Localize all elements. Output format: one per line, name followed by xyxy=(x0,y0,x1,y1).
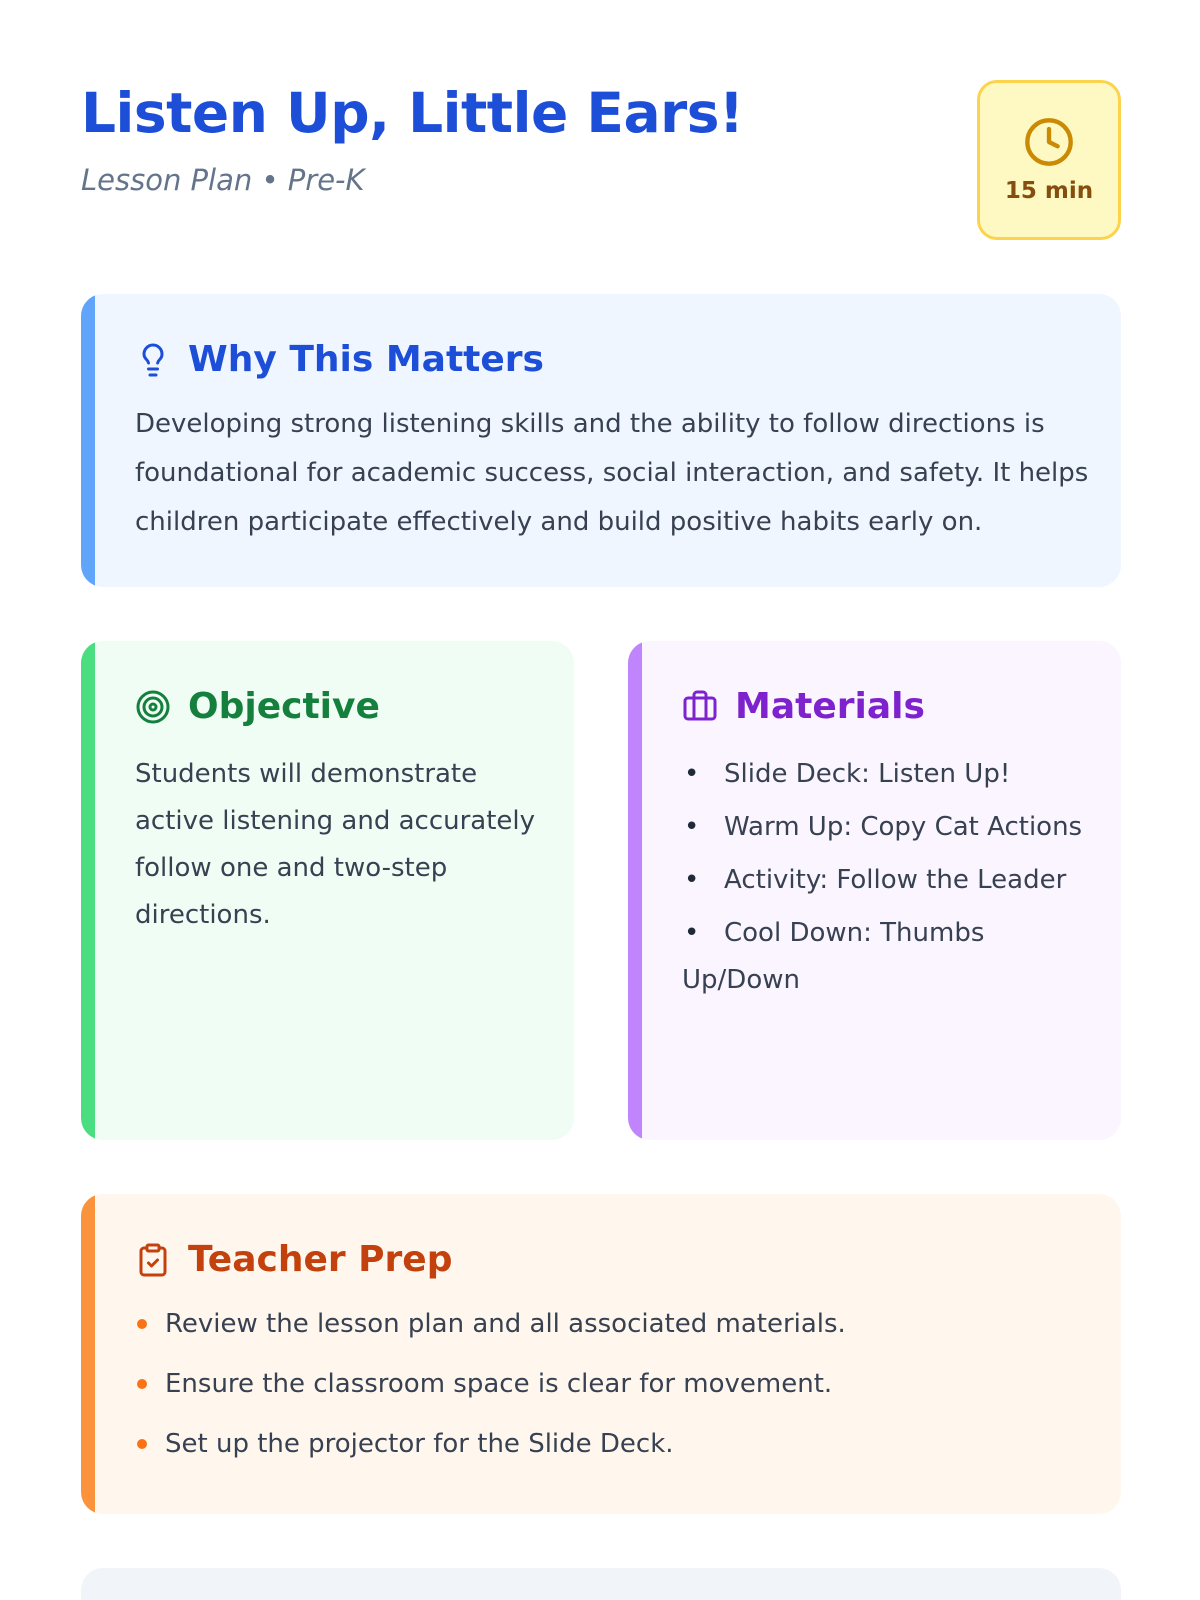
list-item xyxy=(682,857,1092,904)
lesson-title: Listen Up, Little Ears! xyxy=(81,81,744,145)
bullet: • xyxy=(684,865,700,895)
list-item xyxy=(682,804,1092,851)
list-item xyxy=(135,1304,1095,1344)
lightbulb-icon xyxy=(135,342,171,378)
next-section-card xyxy=(81,1568,1121,1600)
bullet xyxy=(137,1379,147,1389)
teacher-prep-card xyxy=(81,1194,1121,1514)
lesson-subtitle: Lesson Plan • Pre-K xyxy=(81,163,365,197)
material-item-text: Warm Up: Copy Cat Actions xyxy=(724,812,1083,842)
material-item-text: Slide Deck: Listen Up! xyxy=(724,759,1011,789)
card-heading xyxy=(135,685,380,729)
bullet: • xyxy=(684,918,700,948)
objective-body-text: Students will demonstrate active listening and accurately follow one and two-step directions. xyxy=(135,759,536,930)
card-accent-bar xyxy=(81,641,95,1140)
prep-item-text: Ensure the classroom space is clear for movement. xyxy=(165,1369,833,1399)
clipboard-check-icon xyxy=(135,1242,171,1278)
card-title: Teacher Prep xyxy=(188,1239,453,1280)
why-body-text: Developing strong listening skills and the ability to follow directions is foundational for academic success, social interaction, and safety. It helps children participate effectively and build positive habits early on. xyxy=(135,409,1089,537)
card-heading xyxy=(135,1238,452,1282)
objective-card xyxy=(81,641,574,1140)
duration-badge xyxy=(977,80,1121,240)
list-item xyxy=(135,1424,1095,1464)
card-title: Materials xyxy=(735,686,925,727)
materials-list xyxy=(682,751,1092,1010)
why-this-matters-card xyxy=(81,294,1121,587)
material-item-text: Activity: Follow the Leader xyxy=(724,865,1067,895)
briefcase-icon xyxy=(682,689,718,725)
card-title: Why This Matters xyxy=(188,339,544,380)
target-icon xyxy=(135,689,171,725)
card-heading xyxy=(682,685,925,729)
lesson-header xyxy=(81,80,1121,240)
bullet xyxy=(137,1319,147,1329)
teacher-prep-list xyxy=(135,1304,1095,1484)
card-accent-bar xyxy=(81,294,95,587)
card-accent-bar xyxy=(81,1194,95,1514)
clock-icon xyxy=(1023,116,1075,168)
card-accent-bar xyxy=(628,641,642,1140)
card-heading xyxy=(135,338,544,382)
prep-item-text: Review the lesson plan and all associated materials. xyxy=(165,1309,846,1339)
list-item xyxy=(682,751,1092,798)
bullet: • xyxy=(684,812,700,842)
list-item xyxy=(682,910,1092,1004)
bullet xyxy=(137,1439,147,1449)
list-item xyxy=(135,1364,1095,1404)
card-title: Objective xyxy=(188,686,380,727)
materials-card xyxy=(628,641,1121,1140)
material-item-text: Cool Down: Thumbs Up/Down xyxy=(682,918,985,995)
duration-text: 15 min xyxy=(1004,178,1094,204)
prep-item-text: Set up the projector for the Slide Deck. xyxy=(165,1429,674,1459)
bullet: • xyxy=(684,759,700,789)
